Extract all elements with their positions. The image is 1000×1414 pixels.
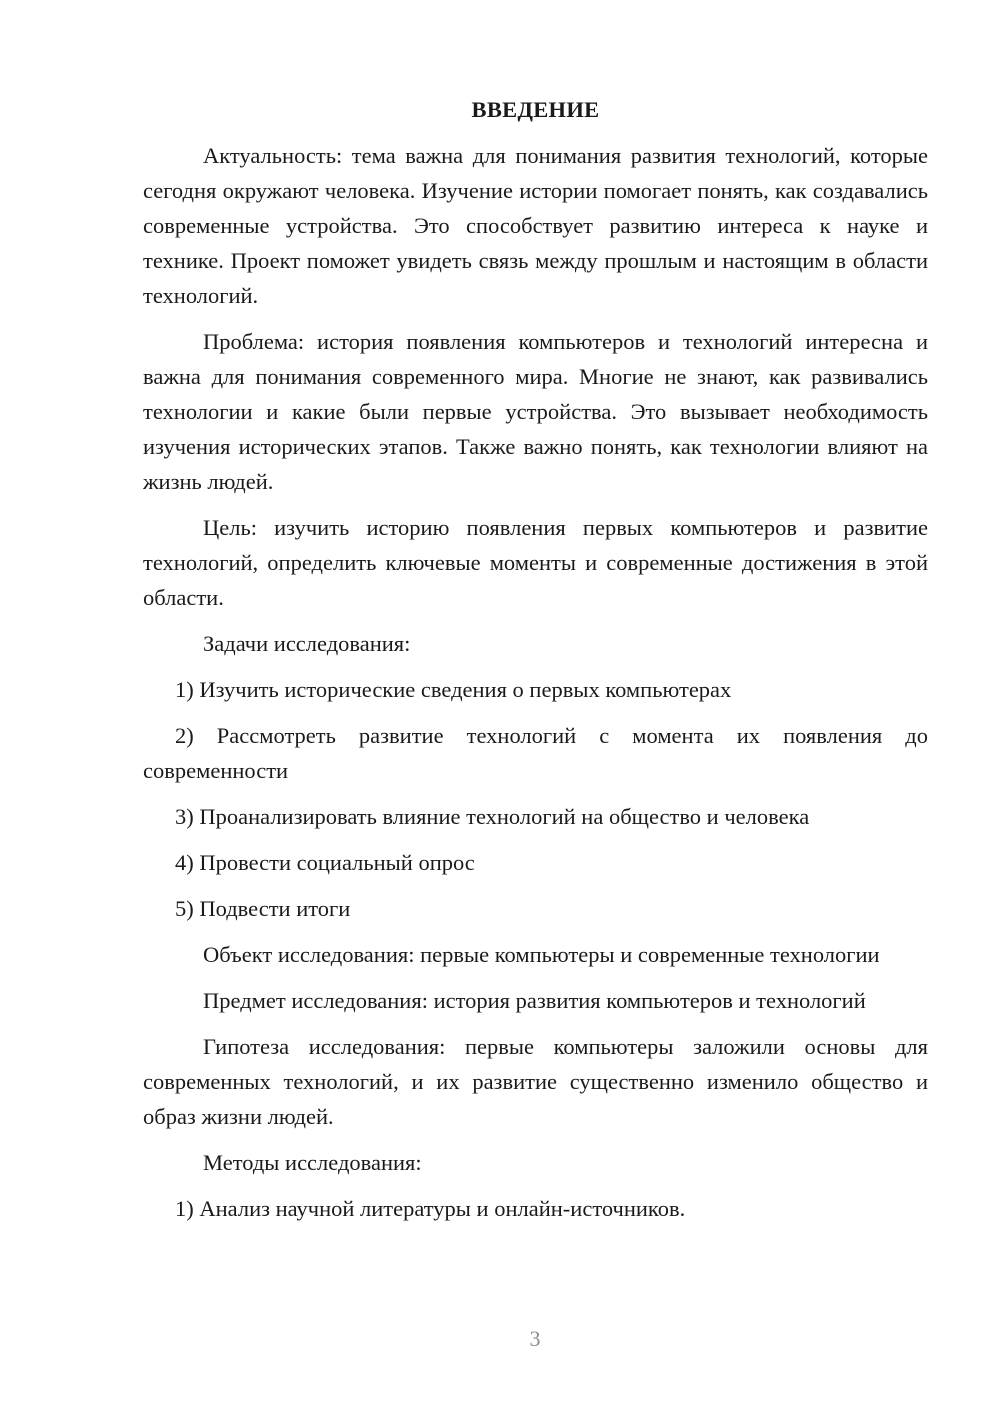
task-item: 2) Рассмотреть развитие технологий с момента их появления до современности (143, 723, 928, 783)
subject-paragraph: Предмет исследования: история развития компьютеров и технологий (203, 988, 866, 1013)
hypothesis-paragraph: Гипотеза исследования: первые компьютеры заложили основы для современных технологий, и их развитие существенно изменило общество и образ жизни людей. (143, 1034, 928, 1129)
section-title: ВВЕДЕНИЕ (471, 97, 600, 122)
goal-paragraph: Цель: изучить историю появления первых компьютеров и развитие технологий, определить ключевые моменты и современные достижения в этой области. (143, 515, 928, 610)
relevance-paragraph: Актуальность: тема важна для понимания развития технологий, которые сегодня окружают человека. Изучение истории помогает понять, как создавались современные устройства. Это способствует развитию интереса к науке и технике. Проект поможет увидеть связь между прошлым и настоящим в области технологий. (143, 143, 928, 308)
page-content (143, 92, 928, 1237)
object-paragraph: Объект исследования: первые компьютеры и современные технологии (203, 942, 880, 967)
tasks-label: Задачи исследования: (203, 631, 411, 656)
task-item: 5) Подвести итоги (175, 896, 351, 921)
task-item: 3) Проанализировать влияние технологий на общество и человека (175, 804, 810, 829)
task-item: 1) Изучить исторические сведения о первых компьютерах (175, 677, 732, 702)
methods-label: Методы исследования: (203, 1150, 422, 1175)
method-item: 1) Анализ научной литературы и онлайн-источников. (175, 1196, 686, 1221)
task-item: 4) Провести социальный опрос (175, 850, 475, 875)
page-number: 3 (529, 1326, 541, 1351)
problem-paragraph: Проблема: история появления компьютеров и технологий интересна и важна для понимания современного мира. Многие не знают, как развивались технологии и какие были первые устройства. Это вызывает необходимость изучения исторических этапов. Также важно понять, как технологии влияют на жизнь людей. (143, 329, 928, 494)
